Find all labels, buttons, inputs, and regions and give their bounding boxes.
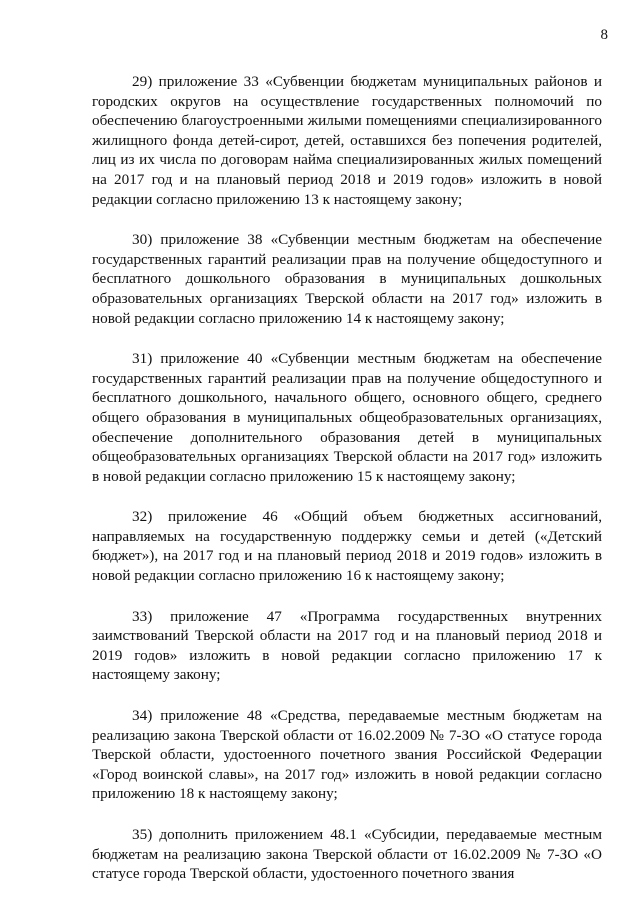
paragraph-35: 35) дополнить приложением 48.1 «Субсидии, передаваемые местным бюджетам на реализацию закона Тверской области от 16.02.2009 № 7-ЗО «О статусе города Тверской области, удостоенного почетного звания [92,826,602,883]
page-number: 8 [600,27,608,43]
paragraph-30: 30) приложение 38 «Субвенции местным бюджетам на обеспечение государственных гарантий реализации прав на получение общедоступного и бесплатного дошкольного образования в муниципальных дошкольных образовательных организациях Тверской области на 2017 год» изложить в новой редакции согласно приложению 14 к настоящему закону; [92,231,602,327]
document-body [92,72,602,905]
paragraph-33: 33) приложение 47 «Программа государственных внутренних заимствований Тверской области на 2017 год и на плановый период 2018 и 2019 годов» изложить в новой редакции согласно приложению 17 к настоящему закону; [92,607,602,684]
paragraph-32: 32) приложение 46 «Общий объем бюджетных ассигнований, направляемых на государственную поддержку семьи и детей («Детский бюджет»), на 2017 год и на плановый период 2018 и 2019 годов» изложить в новой редакции согласно приложению 16 к настоящему закону; [92,508,602,585]
paragraph-29: 29) приложение 33 «Субвенции бюджетам муниципальных районов и городских округов на осуществление государственных полномочий по обеспечению благоустроенными жилыми помещениями специализированного жилищного фонда детей-сирот, детей, оставшихся без попечения родителей, лиц из их числа по договорам найма специализированных жилых помещений на 2017 год и на плановый период 2018 и 2019 годов» изложить в новой редакции согласно приложению 13 к настоящему закону; [92,73,602,208]
paragraph-31: 31) приложение 40 «Субвенции местным бюджетам на обеспечение государственных гарантий реализации прав на получение общедоступного и бесплатного дошкольного, начального общего, основного общего, среднего общего образования в муниципальных общеобразовательных организациях, обеспечение дополнительного образования детей в муниципальных общеобразовательных организациях Тверской области на 2017 год» изложить в новой редакции согласно приложению 15 к настоящему закону; [92,350,602,485]
paragraph-34: 34) приложение 48 «Средства, передаваемые местным бюджетам на реализацию закона Тверской области от 16.02.2009 № 7-ЗО «О статусе города Тверской области, удостоенного почетного звания Российской Федерации «Город воинской славы», на 2017 год» изложить в новой редакции согласно приложению 18 к настоящему закону; [92,707,602,803]
